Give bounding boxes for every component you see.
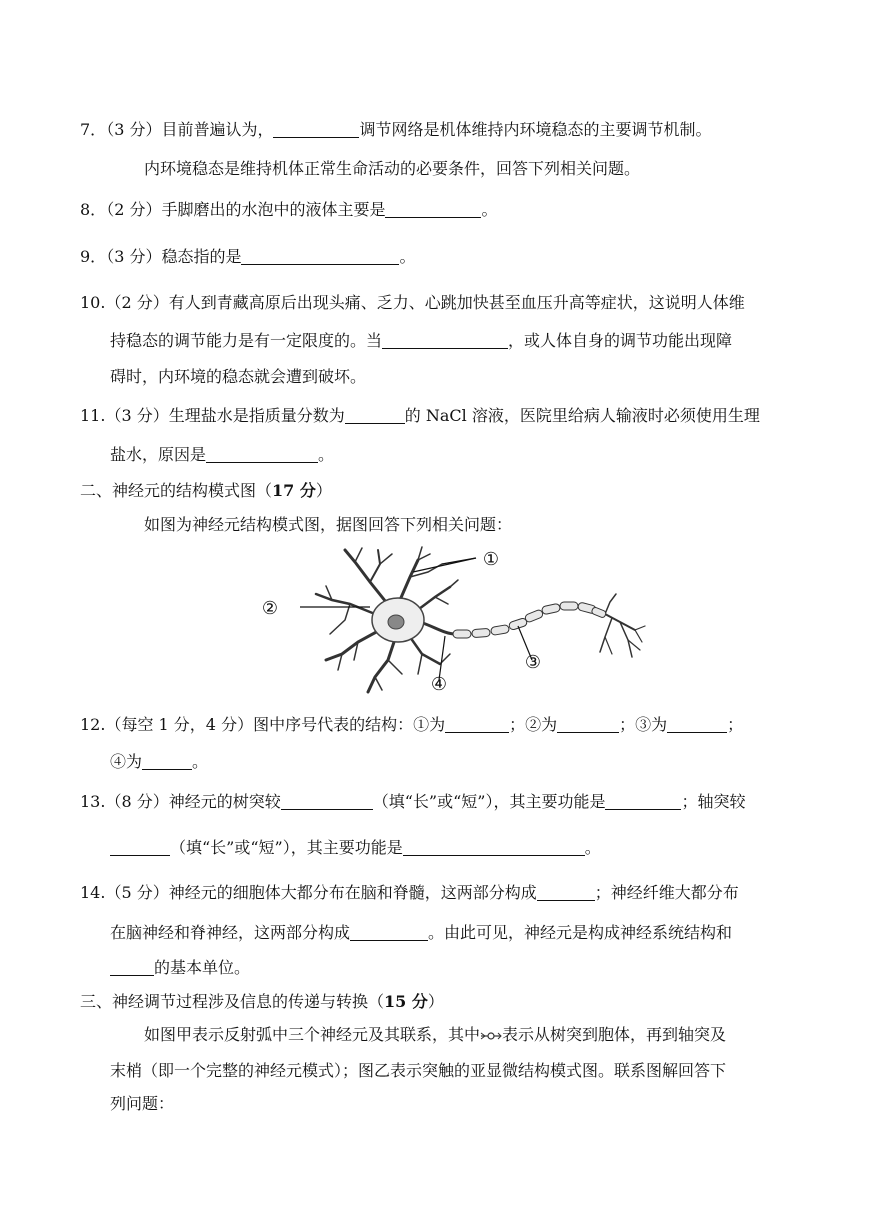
question-14-line-3: 的基本单位。 [110,958,250,978]
answer-blank[interactable] [110,839,170,856]
question-13-line-1: 13.（8 分）神经元的树突较 （填“长”或“短”），其主要功能是 ；轴突较 [80,792,746,811]
question-10-line-2: 持稳态的调节能力是有一定限度的。当 ，或人体自身的调节功能出现障 [110,331,733,350]
section-2-heading: 二、神经元的结构模式图（17 分） [80,481,332,500]
figure-label-4: ④ [430,674,448,694]
section-3-paragraph-line-2: 末梢（即一个完整的神经元模式）；图乙表示突触的亚显微结构模式图。联系图解回答下 [110,1061,727,1080]
answer-blank[interactable] [206,446,318,463]
answer-blank[interactable] [605,793,681,810]
question-12-line-2: ④为 。 [110,752,209,771]
neuron-symbol-icon [480,1030,502,1042]
question-9: 9．（3 分）稳态指的是 。 [80,247,416,266]
question-14-line-2: 在脑神经和脊神经，这两部分构成 。由此可见，神经元是构成神经系统结构和 [110,923,733,942]
figure-label-3: ③ [524,652,542,673]
question-11-line-1: 11.（3 分）生理盐水是指质量分数为 的 NaCl 溶液，医院里给病人输液时必须使用生理 [80,406,760,425]
answer-blank[interactable] [281,793,373,810]
answer-blank[interactable] [142,753,192,770]
neuron-diagram [250,542,650,694]
answer-blank[interactable] [403,839,585,856]
answer-blank[interactable] [537,884,595,901]
answer-blank[interactable] [445,716,509,733]
question-10-line-1: 10.（2 分）有人到青藏高原后出现头痛、乏力、心跳加快甚至血压升高等症状，这说明人体维 [80,293,745,312]
section-3-paragraph-line-1: 如图甲表示反射弧中三个神经元及其联系，其中 表示从树突到胞体，再到轴突及 [144,1025,727,1044]
section-2-intro: 如图为神经元结构模式图，据图回答下列相关问题： [144,515,513,534]
answer-blank[interactable] [667,716,727,733]
question-10-line-3: 碍时，内环境的稳态就会遭到破坏。 [110,367,367,386]
answer-blank[interactable] [557,716,619,733]
question-11-line-2: 盐水，原因是 。 [110,445,335,464]
answer-blank[interactable] [273,121,359,138]
answer-blank[interactable] [241,248,399,265]
answer-blank[interactable] [385,201,481,218]
answer-blank[interactable] [350,924,428,941]
figure-label-1: ① [482,549,500,570]
question-13-line-2: （填“长”或“短”），其主要功能是 。 [110,838,601,858]
figure-label-2: ② [261,598,279,619]
section-3-heading: 三、神经调节过程涉及信息的传递与转换（15 分） [80,992,444,1011]
answer-blank[interactable] [345,407,405,424]
question-12-line-1: 12.（每空 1 分，4 分）图中序号代表的结构：①为 ；②为 ；③为 ； [80,715,744,734]
question-7: 7．（3 分）目前普遍认为， 调节网络是机体维持内环境稳态的主要调节机制。 [80,120,712,139]
section-3-paragraph-line-3: 列问题： [110,1094,175,1113]
answer-blank[interactable] [382,332,508,349]
answer-blank[interactable] [110,959,154,976]
question-14-line-1: 14.（5 分）神经元的细胞体大都分布在脑和脊髓，这两部分构成 ；神经纤维大都分布 [80,883,739,902]
question-8: 8．（2 分）手脚磨出的水泡中的液体主要是 。 [80,200,498,219]
intro-paragraph: 内环境稳态是维持机体正常生命活动的必要条件，回答下列相关问题。 [144,159,641,178]
